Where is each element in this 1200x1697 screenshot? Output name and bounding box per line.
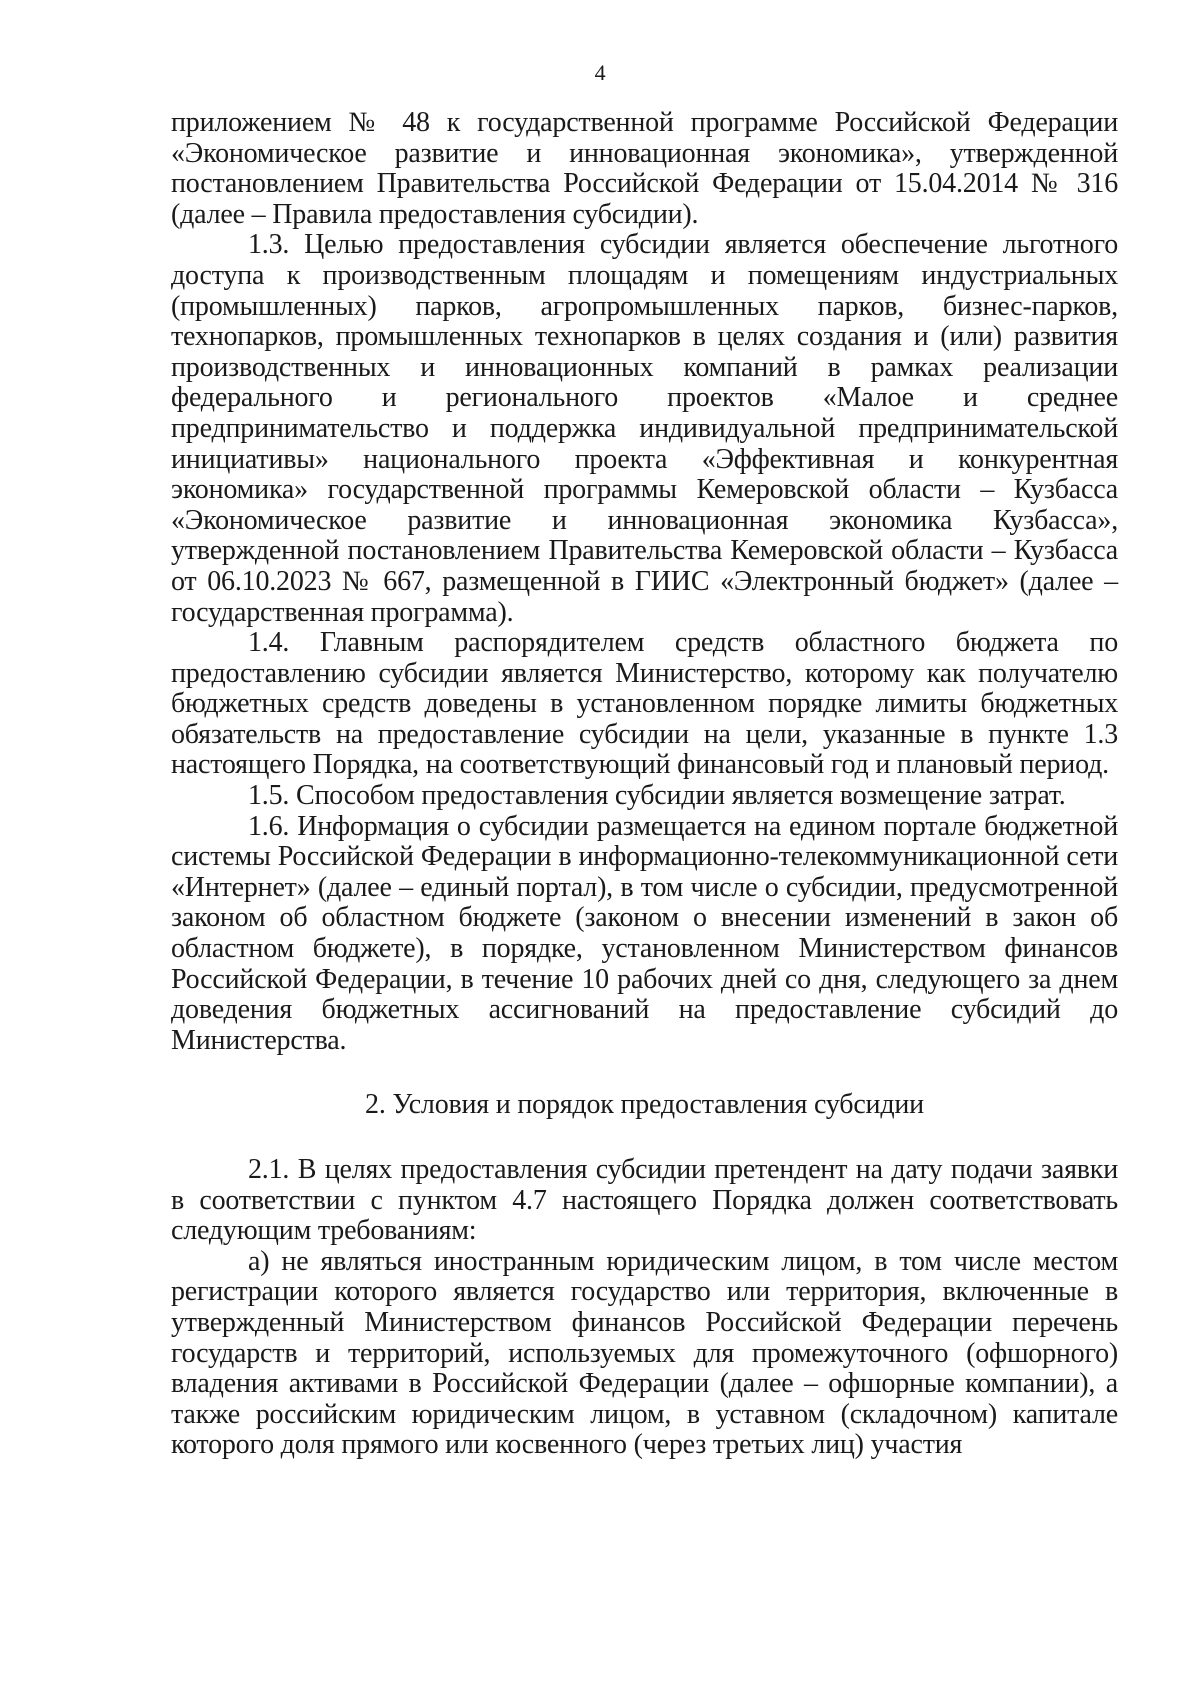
section-2-heading: 2. Условия и порядок предоставления субсидии — [365, 1089, 924, 1121]
paragraph-1-3: 1.3. Целью предоставления субсидии является обеспечение льготного доступа к производственным площадям и помещениям индустриальных (промышленных) парков, агропромышленных парков, бизнес-парков, технопарков, промышленных технопарков в целях создания и (или) развития производственных и инновационных компаний в рамках реализации федерального и регионального проектов «Малое и среднее предпринимательство и поддержка индивидуальной предпринимательской инициативы» национального проекта «Эффективная и конкурентная экономика» государственной программы Кемеровской области – Кузбасса «Экономическое развитие и инновационная экономика Кузбасса», утвержденной постановлением Правительства Кемеровской области – Кузбасса от 06.10.2023 № 667, размещенной в ГИИС «Электронный бюджет» (далее – государственная программа). — [171, 229, 1118, 628]
paragraph-1-6: 1.6. Информация о субсидии размещается на едином портале бюджетной системы Российской Федерации в информационно-телекоммуникационной сети «Интернет» (далее – единый портал), в том числе о субсидии, предусмотренной законом об областном бюджете (законом о внесении изменений в закон об областном бюджете), в порядке, установленном Министерством финансов Российской Федерации, в течение 10 рабочих дней со дня, следующего за днем доведения бюджетных ассигнований на предоставление субсидий до Министерства. — [171, 810, 1118, 1056]
paragraph-2-1-a: а) не являться иностранным юридическим лицом, в том числе местом регистрации которого является государство или территория, включенные в утвержденный Министерством финансов Российской Федерации перечень государств и территорий, используемых для промежуточного (офшорного) владения активами в Российской Федерации (далее – офшорные компании), а также российским юридическим лицом, в уставном (складочном) капитале которого доля прямого или косвенного (через третьих лиц) участия — [171, 1245, 1118, 1461]
paragraph-1-5: 1.5. Способом предоставления субсидии является возмещение затрат. — [248, 780, 1066, 812]
page-number: 4 — [594, 60, 606, 85]
paragraph-1-4: 1.4. Главным распорядителем средств областного бюджета по предоставлению субсидии является Министерство, которому как получателю бюджетных средств доведены в установленном порядке лимиты бюджетных обязательств на предоставление субсидии на цели, указанные в пункте 1.3 настоящего Порядка, на соответствующий финансовый год и плановый период. — [171, 627, 1118, 781]
paragraph-continuation: приложением № 48 к государственной программе Российской Федерации «Экономическое развитие и инновационная экономика», утвержденной постановлением Правительства Российской Федерации от 15.04.2014 № 316 (далее – Правила предоставления субсидии). — [171, 107, 1118, 230]
document-body — [171, 108, 1118, 1461]
paragraph-2-1: 2.1. В целях предоставления субсидии претендент на дату подачи заявки в соответствии с пунктом 4.7 настоящего Порядка должен соответствовать следующим требованиям: — [171, 1154, 1118, 1247]
